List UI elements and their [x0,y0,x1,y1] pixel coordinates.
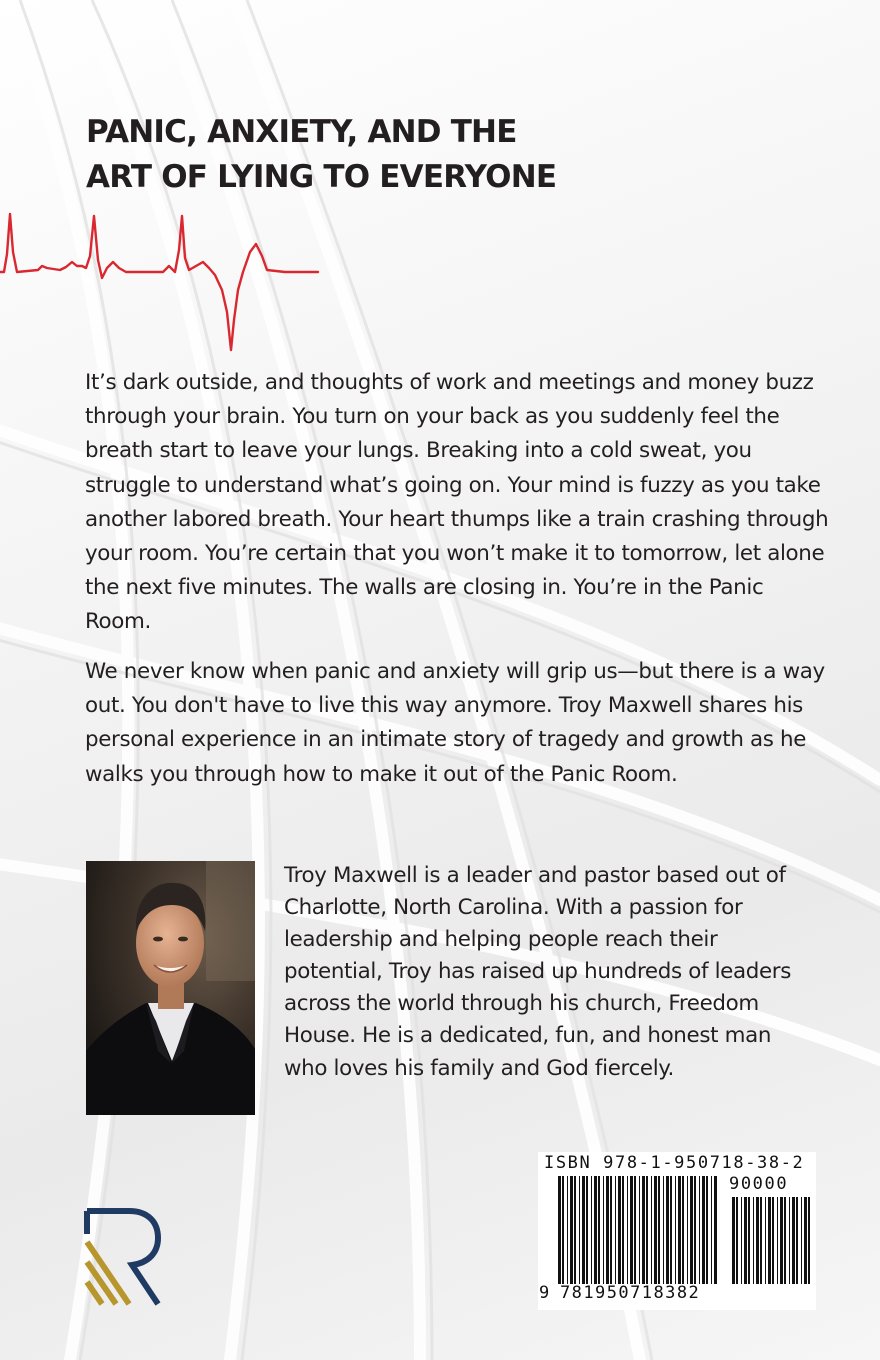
ean-digit-string: 781950718382 [560,1283,701,1303]
isbn-barcode [538,1152,816,1310]
author-bio: Troy Maxwell is a leader and pastor based out of Charlotte, North Carolina. With a passion for leadership and helping people reach their potential, Troy has raised up hundreds of leaders across the world through his church, Freedom House. He is a dedicated, fun, and honest man who loves his family and God fiercely. [284,863,792,1081]
author-photo [86,861,255,1115]
description-paragraph-1: It’s dark outside, and thoughts of work and meetings and money buzz through your brain. You turn on your back as you suddenly feel the breath start to leave your lungs. Breaking into a cold sweat, you struggle to understand what’s going on. Your mind is fuzzy as you take another labored breath. Your heart thumps like a train crashing through your room. You’re certain that you won’t make it to tomorrow, let alone the next five minutes. The walls are closing in. You’re in the Panic Room. [85,370,829,635]
headline-line-1: PANIC, ANXIETY, AND THE [86,114,517,150]
price-code: 90000 [729,1174,789,1194]
headline-line-2: ART OF LYING TO EVERYONE [86,159,557,195]
publisher-r-logo-icon [84,1208,164,1308]
ean-digits [538,1283,816,1307]
back-cover-headline [86,110,556,200]
ean-first-digit: 9 [539,1283,550,1303]
description-paragraph-2: We never know when panic and anxiety will grip us—but there is a way out. You don't have to live this way anymore. Troy Maxwell shares his personal experience in an intimate story of tragedy and growth as he walks you through how to make it out of the Panic Room. [85,659,825,787]
isbn-number: ISBN 978-1-950718-38-2 [544,1153,805,1173]
